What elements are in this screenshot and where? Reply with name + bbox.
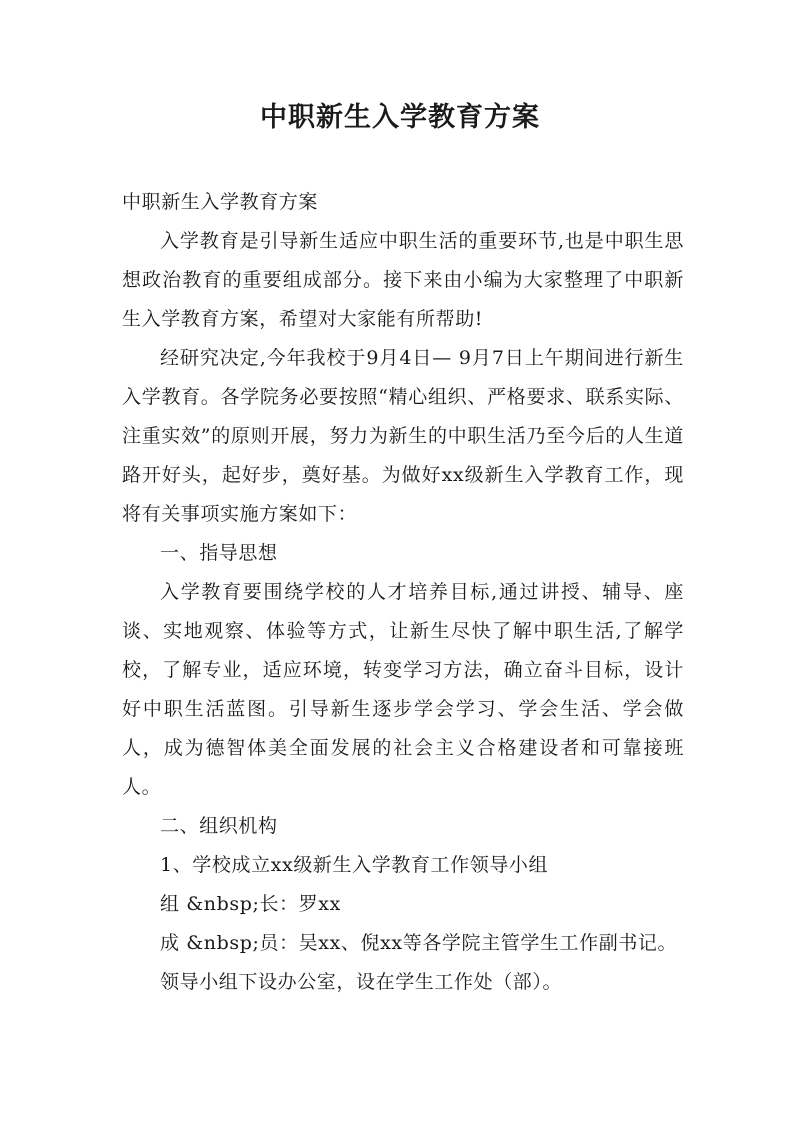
office-paragraph: 领导小组下设办公室，设在学生工作处（部）。: [160, 971, 563, 993]
leadership-group-paragraph: 1、学校成立xx级新生入学教育工作领导小组: [160, 854, 549, 876]
section-heading-guiding-thought: 一、指导思想: [160, 542, 278, 564]
document-title: 中职新生入学教育方案: [260, 102, 540, 133]
guiding-thought-paragraph: 入学教育要围绕学校的人才培养目标,通过讲授、辅导、座谈、实地观察、体验等方式，让新生尽快了解中职生活,了解学校，了解专业，适应环境，转变学习方法，确立奋斗目标，设计好中职生活蓝图。引导新生逐步学会学习、学会生活、学会做人，成为德智体美全面发展的社会主义合格建设者和可靠接班人。: [122, 581, 684, 798]
schedule-paragraph: 经研究决定,今年我校于9月4日— 9月7日上午期间进行新生入学教育。各学院务必要按照“精心组织、严格要求、联系实际、注重实效”的原则开展，努力为新生的中职生活乃至今后的人生道路开好头，起好步，奠好基。为做好xx级新生入学教育工作，现将有关事项实施方案如下：: [122, 347, 684, 525]
intro-paragraph: 入学教育是引导新生适应中职生活的重要环节,也是中职生思想政治教育的重要组成部分。接下来由小编为大家整理了中职新生入学教育方案，希望对大家能有所帮助!: [122, 230, 684, 330]
group-members-paragraph: 成 &nbsp;员：吴xx、倪xx等各学院主管学生工作副书记。: [160, 932, 678, 954]
section-heading-organization: 二、组织机构: [160, 815, 278, 837]
group-leader-paragraph: 组 &nbsp;长：罗xx: [160, 893, 341, 915]
subtitle-paragraph: 中职新生入学教育方案: [122, 191, 319, 213]
document-body: [122, 183, 684, 1002]
